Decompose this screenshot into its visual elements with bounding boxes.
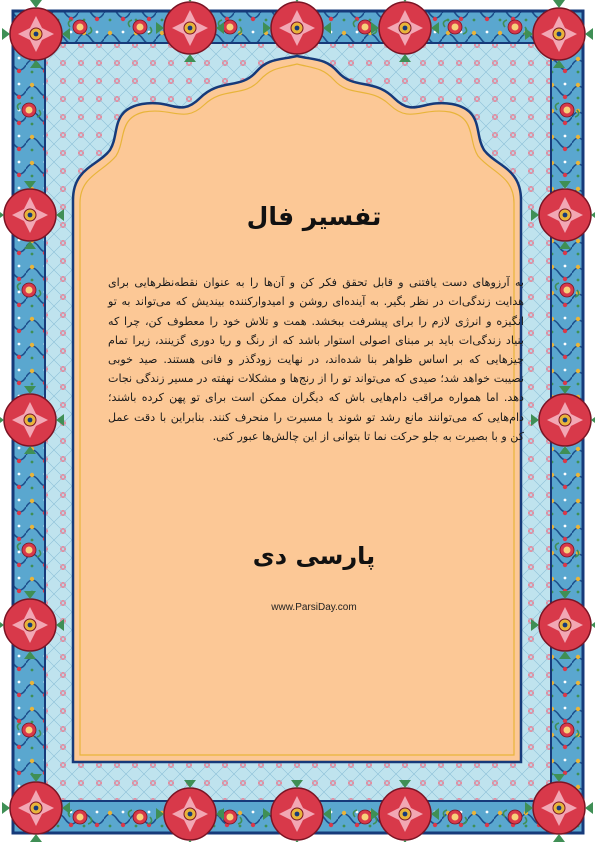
website-link[interactable]: www.ParsiDay.com bbox=[271, 602, 357, 613]
page-title: تفسیر فال bbox=[246, 202, 382, 231]
fortune-text: به آرزوهای دست یافتنی و قابل تحقق فکر کن و آن‌ها را به عنوان نقطه‌نظرهایی برای هدایت زندگی‌ات در نظر بگیر. به آینده‌ای روشن و امیدوارکننده بیندیش که می‌تواند به تو انگیزه و انرژی لازم را برای پیشرفت ببخشد. همت و تلاش خود را معطوف کن، چرا که بنیاد زندگی‌ات باید بر مبنای اصولی استوار باشد که از رنگ و ریا دوری گزینند، زیرا تمام چیزهایی که بر اساس ظواهر بنا شده‌اند، در نهایت زودگذر و فانی هستند. صید خوبی نصیبت خواهد شد؛ صیدی که می‌تواند تو را از رنج‌ها و مشکلات نهفته در مسیر زندگی نجات دهد. اما همواره مراقب دام‌هایی باش که دیگران ممکن است برای تو پهن کرده باشند؛ دام‌هایی که می‌توانند مانع رشد تو شوند یا مسیرت را منحرف کنند. بنابراین با دقت عمل کن و با بصیرت به جلو حرکت نما تا بتوانی از این چالش‌ها عبور کنی. bbox=[108, 276, 524, 443]
signature: پارسی دی bbox=[252, 542, 376, 570]
